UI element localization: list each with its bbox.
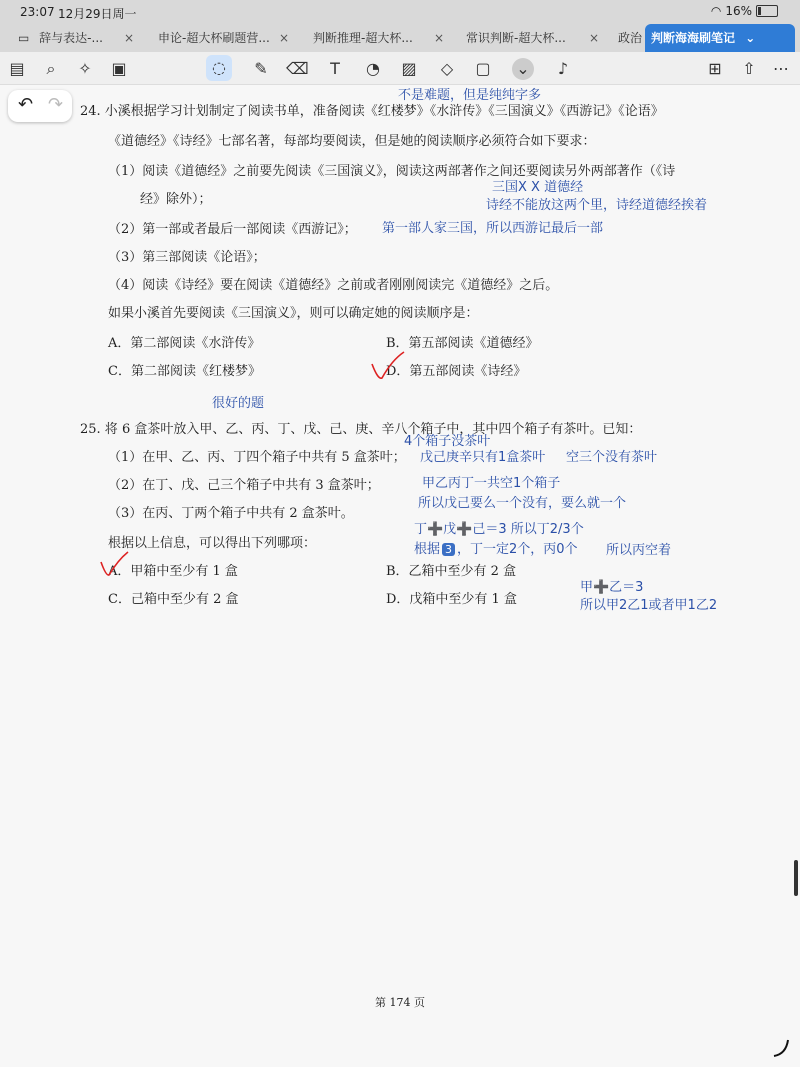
note-four-empty: 4个箱子没茶叶	[404, 434, 491, 449]
tab-2-label: 申论-超大杯刷题营...	[158, 31, 270, 45]
share-icon[interactable]: ⇧	[742, 59, 756, 78]
textbox-icon[interactable]: T	[330, 59, 340, 78]
image-icon[interactable]: ▨	[401, 59, 417, 78]
sticker-icon[interactable]: ▢	[475, 59, 491, 78]
note-ding-sum: 丁➕戊➕己＝3 所以丁2/3个	[414, 522, 584, 537]
tab-3[interactable]	[305, 24, 450, 52]
note-three-empty: 空三个没有茶叶	[566, 450, 658, 465]
status-date: 12月29日周一	[58, 7, 137, 21]
tab-1-close-icon[interactable]: ×	[123, 31, 134, 45]
lasso-icon[interactable]: ◌	[206, 55, 232, 81]
note-ding-bing: ，丁一定2个，丙0个	[457, 542, 578, 557]
tab-4-label: 常识判断-超大杯...	[466, 31, 566, 45]
note-wu-ji-one: 所以戊己要么一个没有，要么就一个	[418, 496, 627, 511]
add-page-icon[interactable]: ⊞	[708, 59, 722, 78]
tab-2-close-icon[interactable]: ×	[278, 31, 289, 45]
q25-cond2: （2）在丁、戊、己三个箱子中共有 3 盒茶叶；	[108, 478, 380, 493]
shapes-icon[interactable]: ◇	[440, 59, 454, 78]
q24-cond4: （4）阅读《诗经》要在阅读《道德经》之前或者刚刚阅读完《道德经》之后。	[108, 278, 559, 293]
check-mark-q25	[98, 550, 132, 580]
pen-icon[interactable]: ✎	[254, 59, 268, 78]
tab-3-label: 判断推理-超大杯...	[313, 31, 413, 45]
q24-option-d: D．第五部阅读《诗经》	[386, 364, 527, 379]
tab-1-label: 辞与表达-...	[39, 31, 103, 45]
q24-stem: 如果小溪首先要阅读《三国演义》，则可以确定她的阅读顺序是：	[108, 306, 479, 321]
q25-stem: 根据以上信息，可以得出下列哪项：	[108, 536, 317, 551]
sparkle-icon[interactable]: ✧	[78, 59, 92, 78]
note-shijing-placement: 诗经不能放这两个里，诗经道德经挨着	[486, 198, 708, 213]
redo-icon[interactable]: ↷	[48, 94, 64, 115]
more-tools-icon[interactable]: ⌄	[512, 58, 534, 80]
note-by-condition	[414, 538, 578, 557]
tab-5[interactable]	[612, 24, 647, 52]
q24-cond2: （2）第一部或者最后一部阅读《西游记》；	[108, 222, 357, 237]
tab-2[interactable]	[150, 24, 295, 52]
wifi-icon: ◠	[710, 4, 722, 18]
page-number: 第 174 页	[375, 996, 425, 1009]
q24-line1: 24. 小溪根据学习计划制定了阅读书单，准备阅读《红楼梦》《水浒传》《三国演义》《西游记》《论语》	[80, 104, 664, 119]
q24-cond1a: （1）阅读《道德经》之前要先阅读《三国演义》，阅读这两部著作之间还要阅读另外两部著作（《诗	[108, 164, 676, 179]
note-sanguo-daodejing: 三国X X 道德经	[492, 180, 584, 195]
resize-handle-icon[interactable]	[770, 1034, 794, 1062]
note-not-hard: 不是难题，但是纯纯字多	[398, 88, 542, 103]
tab-5-label: 政治	[618, 31, 643, 45]
q25-option-c: C．己箱中至少有 2 盒	[108, 592, 239, 607]
sidebar-icon[interactable]: ▤	[9, 59, 25, 78]
tab-1[interactable]	[0, 24, 140, 52]
q25-cond3: （3）在丙、丁两个箱子中共有 2 盒茶叶。	[108, 506, 354, 521]
note-bing-empty: 所以丙空着	[606, 543, 672, 558]
tab-1-doc-icon: ▭	[18, 31, 30, 45]
circled-three-badge: 3	[442, 543, 455, 556]
note-wu-ji-geng-xin: 戊己庚辛只有1盒茶叶	[420, 450, 546, 465]
check-mark-q24	[368, 350, 408, 384]
note-jia-yi-sum: 甲➕乙＝3	[580, 580, 644, 595]
q25-option-d: D．戊箱中至少有 1 盒	[386, 592, 517, 607]
battery-percent: 16%	[725, 4, 752, 18]
q25-cond1: （1）在甲、乙、丙、丁四个箱子中共有 5 盒茶叶；	[108, 450, 406, 465]
tab-4-close-icon[interactable]: ×	[588, 31, 599, 45]
q25-option-b: B．乙箱中至少有 2 盒	[386, 564, 517, 579]
clipboard-icon[interactable]: ▣	[111, 59, 127, 78]
more-icon[interactable]: ⋯	[773, 59, 789, 78]
q24-cond1b: 经》除外）；	[140, 192, 212, 207]
q24-cond3: （3）第三部阅读《论语》；	[108, 250, 266, 265]
tab-6-label: 判断海海刷笔记	[651, 31, 736, 45]
shape-icon[interactable]: ◔	[366, 59, 380, 78]
note-by-label: 根据	[414, 542, 441, 557]
status-bar	[0, 0, 800, 24]
search-icon[interactable]: ⌕	[46, 59, 56, 78]
q24-option-a: A．第二部阅读《水浒传》	[108, 336, 261, 351]
note-jiayibingding-empty: 甲乙丙丁一共空1个箱子	[422, 476, 561, 491]
battery-icon	[756, 5, 778, 17]
scroll-indicator[interactable]	[794, 860, 798, 896]
q25-line1: 25. 将 6 盒茶叶放入甲、乙、丙、丁、戊、己、庚、辛八个箱子中，其中四个箱子有茶叶。已知：	[80, 422, 642, 437]
note-xiyouji-last: 第一部人家三国，所以西游记最后一部	[382, 221, 604, 236]
q25-option-a: A．甲箱中至少有 1 盒	[108, 564, 238, 579]
note-jia-yi-split: 所以甲2乙1或者甲1乙2	[580, 598, 718, 613]
undo-icon[interactable]: ↶	[18, 94, 34, 115]
tab-3-close-icon[interactable]: ×	[433, 31, 444, 45]
chevron-down-icon[interactable]: ⌄	[745, 31, 756, 45]
note-good-question: 很好的题	[212, 396, 265, 411]
note-page[interactable]	[0, 84, 800, 1067]
eraser-icon[interactable]: ⌫	[286, 59, 309, 78]
tab-bar	[0, 24, 800, 52]
status-time: 23:07	[20, 5, 55, 19]
status-right	[711, 4, 778, 18]
q24-line2: 《道德经》《诗经》七部名著，每部均要阅读，但是她的阅读顺序必须符合如下要求：	[108, 134, 596, 149]
tab-6[interactable]	[645, 24, 795, 52]
q24-option-b: B．第五部阅读《道德经》	[386, 336, 539, 351]
tab-4[interactable]	[460, 24, 605, 52]
mic-icon[interactable]: ♪	[557, 59, 569, 78]
q24-option-c: C．第二部阅读《红楼梦》	[108, 364, 261, 379]
toolbar	[0, 52, 800, 85]
